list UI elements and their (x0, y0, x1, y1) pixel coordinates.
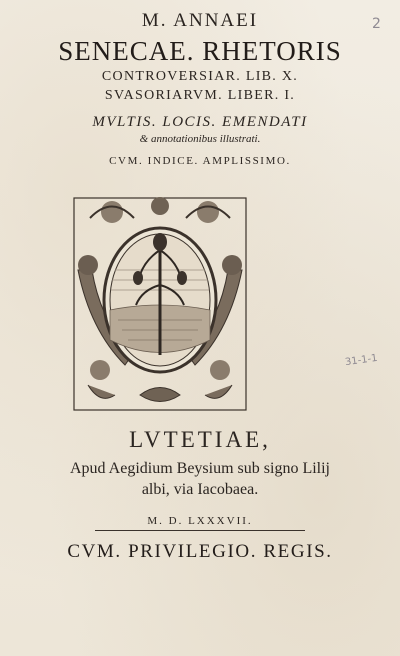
work-controversiae: CONTROVERSIAR. LIB. X. (101, 69, 299, 84)
work-suasoriae: SVASORIARVM. LIBER. I. (104, 88, 296, 103)
printer-device-icon (70, 190, 250, 415)
author-title: SENECAE. RHETORIS (58, 36, 342, 66)
index-note: CVM. INDICE. AMPLISSIMO. (109, 155, 291, 167)
annotation-note: & annotationibus illustrati. (139, 133, 261, 145)
author-name: M. ANNAEI (141, 10, 259, 31)
emendation-note: MVLTIS. LOCIS. EMENDATI (92, 114, 308, 130)
pencil-page-number: 2 (372, 16, 381, 32)
imprint-printer-line: Apud Aegidium Beysium sub signo Lilij (69, 460, 330, 477)
royal-privilege: CVM. PRIVILEGIO. REGIS. (67, 541, 333, 562)
imprint-address-line: albi, via Iacobaea. (141, 481, 259, 498)
imprint-city: LVTETIAE, (129, 427, 271, 452)
imprint-year: M. D. LXXXVII. (147, 515, 253, 527)
year-rule (95, 530, 305, 531)
pencil-shelf-note: 31-1-1 (344, 352, 379, 369)
